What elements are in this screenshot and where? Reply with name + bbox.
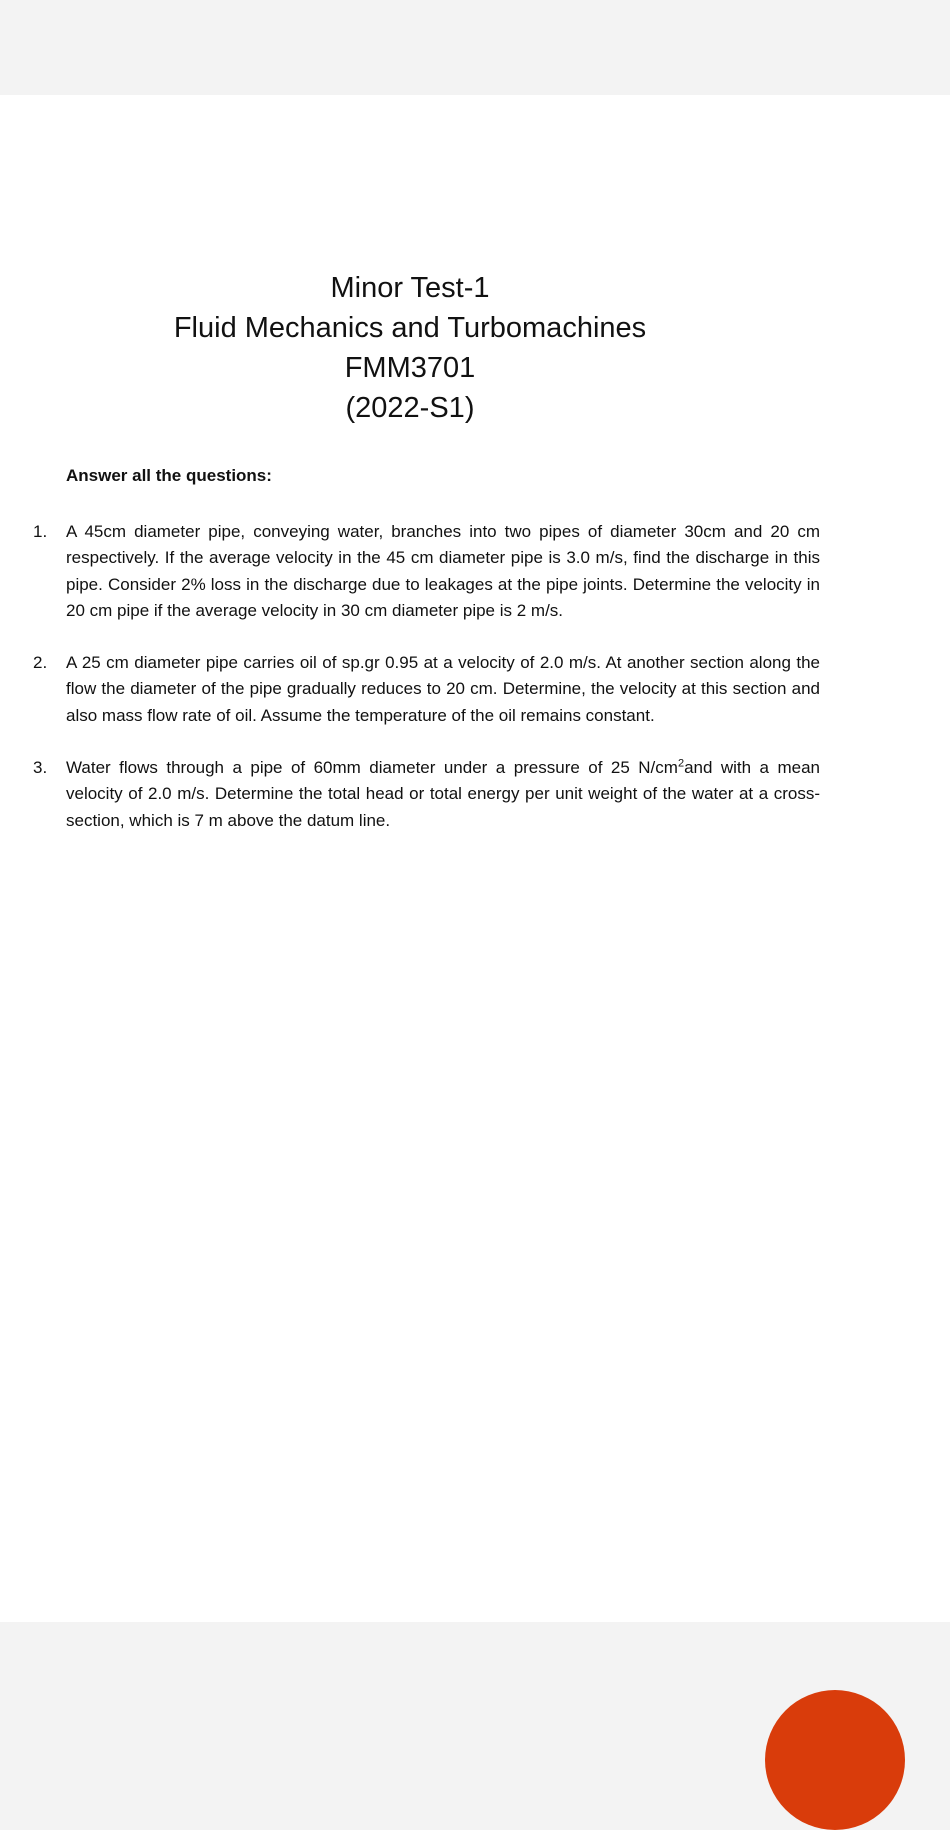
question-text: A 25 cm diameter pipe carries oil of sp.gr 0.95 at a velocity of 2.0 m/s. At another section along the flow the diameter of the pipe gradually reduces to 20 cm. Determine, the velocity at this section and also mass flow rate of oil. Assume the temperature of the oil remains constant.	[66, 653, 820, 725]
course-code: FMM3701	[344, 352, 476, 384]
question-list	[0, 519, 950, 860]
document-page	[0, 95, 950, 1622]
question-item	[0, 755, 950, 834]
question-number: 1.	[33, 522, 48, 541]
instruction-text: Answer all the questions:	[66, 466, 272, 485]
document-header	[0, 268, 820, 428]
unit-superscript: 2	[677, 757, 685, 770]
question-text	[66, 755, 820, 834]
question-text-part: Water flows through a pipe of 60mm diameter under a pressure of 25 N/cm	[66, 758, 678, 778]
question-number: 2.	[33, 653, 48, 673]
question-item	[0, 650, 950, 729]
question-number: 3.	[33, 758, 48, 778]
semester-label: (2022-S1)	[345, 392, 475, 424]
circle-action-icon[interactable]	[765, 1690, 905, 1830]
course-title: Fluid Mechanics and Turbomachines	[173, 312, 647, 344]
question-item	[0, 519, 950, 624]
question-text: A 45cm diameter pipe, conveying water, branches into two pipes of diameter 30cm and 20 cm respectively. If the average velocity in the 45 cm diameter pipe is 3.0 m/s, find the discharge in this pipe. Consider 2% loss in the discharge due to leakages at the pipe joints. Determine the velocity in 20 cm pipe if the average velocity in 30 cm diameter pipe is 2 m/s.	[66, 522, 820, 620]
test-title: Minor Test-1	[330, 272, 490, 304]
question-text-part: and with a mean velocity of 2.0 m/s. Determine the total head or total energy per unit weight of the water at a cross-section, which is 7 m above the datum line.	[66, 758, 820, 830]
